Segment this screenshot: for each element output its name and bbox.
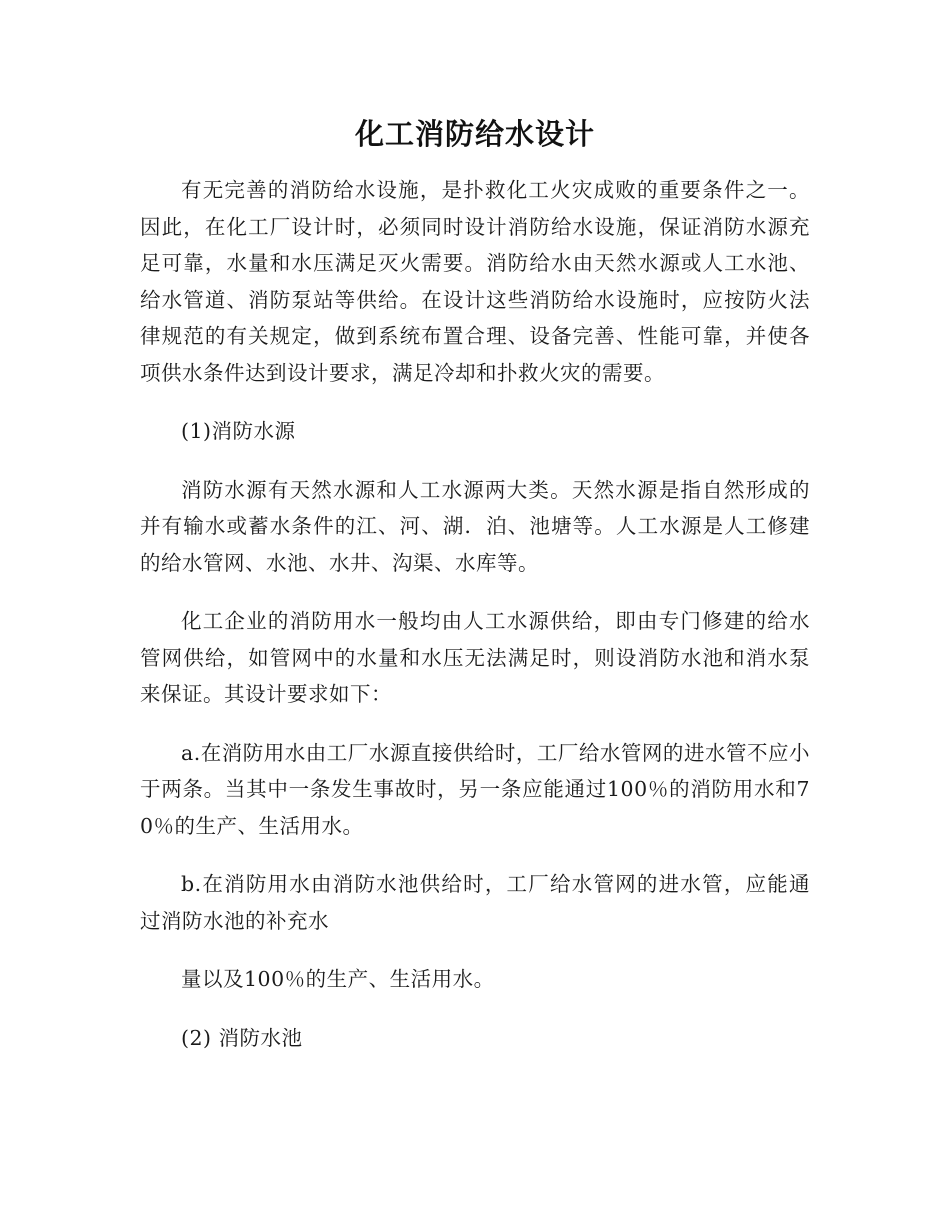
section-heading-fire-pool: (2) 消防水池 [181, 1025, 303, 1050]
section-heading-water-source: (1)消防水源 [181, 419, 296, 443]
paragraph-requirement-b: b.在消防用水由消防水池供给时，工厂给水管网的进水管，应能通过消防水池的补充水 [140, 872, 810, 933]
paragraph-requirement-b-continued: 量以及100％的生产、生活用水。 [181, 967, 495, 991]
paragraph-water-source-types: 消防水源有天然水源和人工水源两大类。天然水源是指自然形成的并有输水或蓄水条件的江、河、湖．泊、池塘等。人工水源是人工修建的给水管网、水池、水井、沟渠、水库等。 [140, 477, 810, 575]
document-page [140, 112, 810, 1078]
paragraph-requirement-a: a.在消防用水由工厂水源直接供给时，工厂给水管网的进水管不应小于两条。当其中一条发生事故时，另一条应能通过100％的消防用水和70％的生产、生活用水。 [140, 740, 810, 838]
paragraph-chemical-enterprise-supply: 化工企业的消防用水一般均由人工水源供给，即由专门修建的给水管网供给，如管网中的水量和水压无法满足时，则设消防水池和消水泵来保证。其设计要求如下： [140, 609, 810, 706]
paragraph-intro: 有无完善的消防给水设施，是扑救化工火灾成败的重要条件之一。因此，在化工厂设计时，必须同时设计消防给水设施，保证消防水源充足可靠，水量和水压满足灭火需要。消防给水由天然水源或人工水池、给水管道、消防泵站等供给。在设计这些消防给水设施时，应按防火法律规范的有关规定，做到系统布置合理、设备完善、性能可靠，并使各项供水条件达到设计要求，满足冷却和扑救火灾的需要。 [140, 178, 810, 385]
document-title: 化工消防给水设计 [354, 117, 595, 151]
